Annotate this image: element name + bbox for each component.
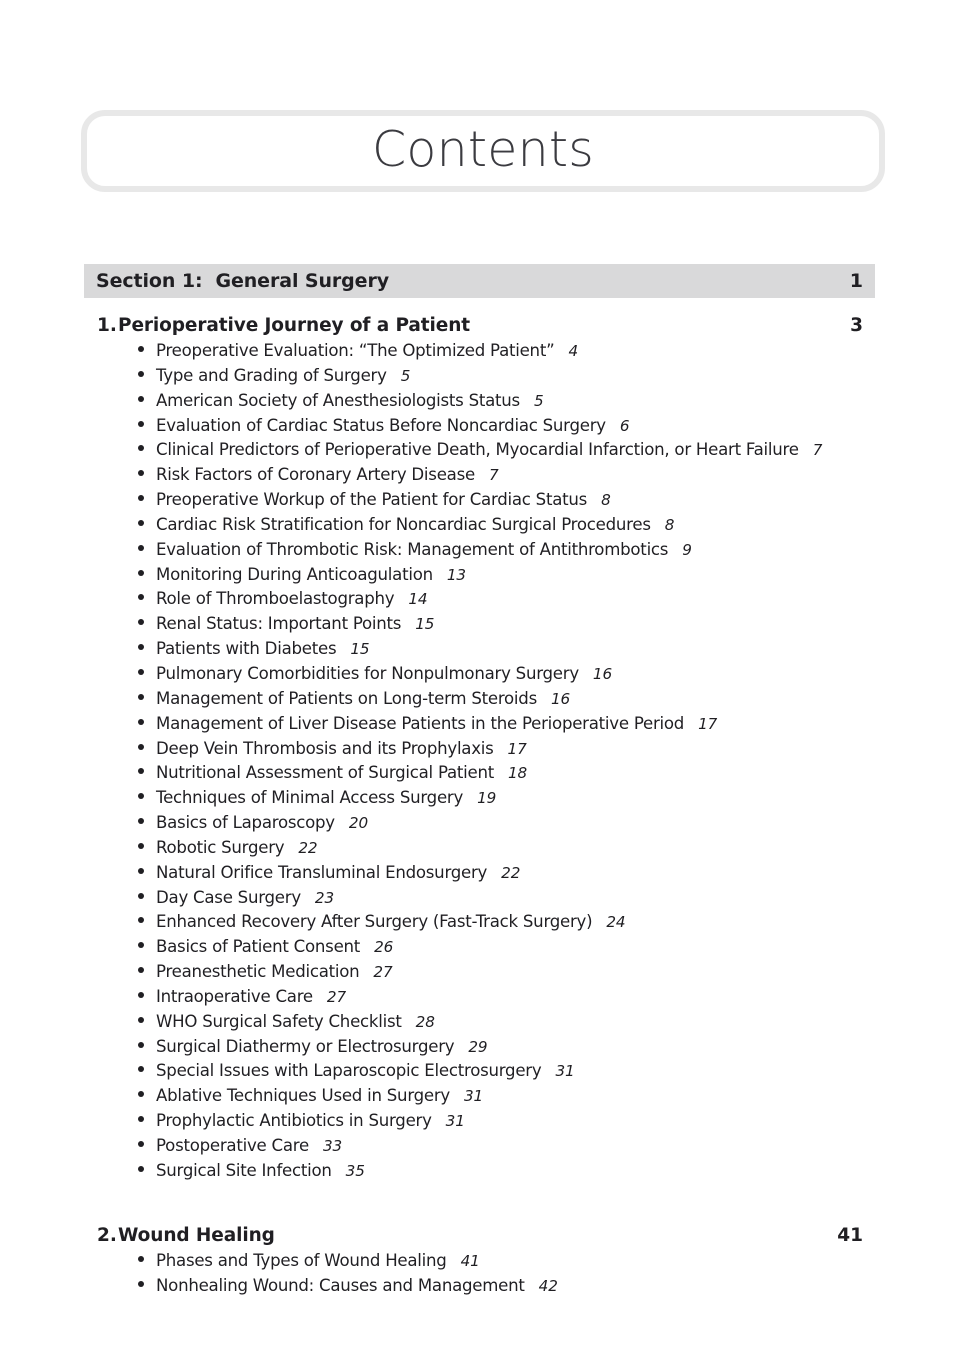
toc-entry-title: Deep Vein Thrombosis and its Prophylaxis	[156, 738, 494, 758]
toc-entry-title: Clinical Predictors of Perioperative Death, Myocardial Infarction, or Heart Failure	[156, 440, 799, 460]
toc-entry-page-number: 8	[664, 515, 675, 534]
bullet-icon	[138, 1042, 144, 1048]
toc-entry-page-number: 31	[445, 1112, 465, 1131]
bullet-icon	[138, 942, 144, 948]
toc-entry-title: Robotic Surgery	[156, 837, 285, 857]
toc-entry-page-number: 20	[348, 814, 369, 833]
section-header-bar	[84, 264, 875, 298]
toc-entry[interactable]	[84, 366, 875, 391]
toc-entry-title: Nutritional Assessment of Surgical Patient	[156, 763, 494, 783]
toc-entry[interactable]	[84, 341, 875, 366]
toc-entry[interactable]	[84, 565, 875, 590]
chapter-heading[interactable]	[84, 1208, 875, 1246]
toc-entry[interactable]	[84, 614, 875, 639]
toc-entry-title: Management of Patients on Long-term Steroids	[156, 688, 537, 708]
toc-entry[interactable]	[84, 987, 875, 1012]
bullet-icon	[138, 1166, 144, 1172]
bullet-icon	[138, 818, 144, 824]
toc-entry-title: Preanesthetic Medication	[156, 962, 360, 982]
toc-entry-page-number: 9	[682, 540, 692, 559]
toc-entry-page-number: 18	[507, 764, 528, 783]
chapter-entry-list	[84, 1246, 875, 1301]
toc-entry-title: Ablative Techniques Used in Surgery	[156, 1086, 450, 1106]
toc-entry-page-number: 35	[345, 1161, 365, 1180]
bullet-icon	[138, 371, 144, 377]
toc-entry-title: Intraoperative Care	[156, 986, 313, 1006]
toc-entry[interactable]	[84, 1061, 875, 1086]
bullet-icon	[138, 744, 144, 750]
bullet-icon	[138, 644, 144, 650]
bullet-icon	[138, 893, 144, 899]
toc-entry-title: Cardiac Risk Stratification for Noncardiac Surgical Procedures	[156, 514, 651, 534]
toc-entry[interactable]	[84, 416, 875, 441]
toc-entry-title: Techniques of Minimal Access Surgery	[156, 788, 464, 808]
toc-entry[interactable]	[84, 465, 875, 490]
bullet-icon	[138, 421, 144, 427]
section-header-label: Section 1: General Surgery	[96, 270, 390, 292]
bullet-icon	[138, 1017, 144, 1023]
toc-entry[interactable]	[84, 689, 875, 714]
toc-entry-title: Preoperative Workup of the Patient for Cardiac Status	[156, 490, 588, 510]
bullet-icon	[138, 694, 144, 700]
toc-entry[interactable]	[84, 391, 875, 416]
toc-entry[interactable]	[84, 1086, 875, 1111]
bullet-icon	[138, 619, 144, 625]
toc-entry-page-number: 13	[446, 565, 466, 584]
toc-entry-page-number: 16	[592, 664, 613, 683]
bullet-icon	[138, 868, 144, 874]
toc-entry-page-number: 29	[468, 1037, 488, 1056]
toc-entry-page-number: 8	[601, 491, 611, 510]
chapter-page-number: 41	[837, 1224, 863, 1246]
toc-entry-page-number: 17	[507, 739, 527, 758]
toc-entry[interactable]	[84, 639, 875, 664]
bullet-icon	[138, 992, 144, 998]
toc-entry-page-number: 6	[619, 416, 630, 435]
toc-entry-page-number: 26	[374, 938, 394, 957]
toc-entry[interactable]	[84, 515, 875, 540]
chapter-title: Wound Healing	[118, 1224, 275, 1246]
toc-entry-title: Surgical Diathermy or Electrosurgery	[156, 1036, 455, 1056]
toc-entry-title: Special Issues with Laparoscopic Electrosurgery	[156, 1061, 542, 1081]
chapter-block	[0, 1208, 967, 1301]
toc-entry[interactable]	[84, 962, 875, 987]
bullet-icon	[138, 793, 144, 799]
toc-entry-title: American Society of Anesthesiologists Status	[156, 390, 520, 410]
toc-entry[interactable]	[84, 490, 875, 515]
toc-entry-title: Enhanced Recovery After Surgery (Fast-Track Surgery)	[156, 912, 593, 932]
bullet-icon	[138, 719, 144, 725]
toc-entry-page-number: 17	[698, 714, 718, 733]
bullet-icon	[138, 1116, 144, 1122]
toc-entry[interactable]	[84, 912, 875, 937]
toc-entry-page-number: 14	[408, 590, 428, 609]
bullet-icon	[138, 768, 144, 774]
toc-entry-title: Prophylactic Antibiotics in Surgery	[156, 1111, 432, 1131]
chapter-heading[interactable]	[84, 298, 875, 336]
toc-entry-title: Evaluation of Thrombotic Risk: Management of Antithrombotics	[156, 539, 669, 559]
toc-entry[interactable]	[84, 1111, 875, 1136]
toc-entry-page-number: 5	[400, 366, 411, 385]
toc-entry-title: Risk Factors of Coronary Artery Disease	[156, 465, 475, 485]
toc-entry-title: Basics of Patient Consent	[156, 937, 361, 957]
bullet-icon	[138, 470, 144, 476]
toc-entry-title: Evaluation of Cardiac Status Before Noncardiac Surgery	[156, 415, 606, 435]
toc-entry[interactable]	[84, 788, 875, 813]
toc-entry[interactable]	[84, 1276, 875, 1301]
toc-entry-title: Role of Thromboelastography	[156, 589, 395, 609]
bullet-icon	[138, 445, 144, 451]
toc-entry-page-number: 31	[463, 1087, 484, 1106]
toc-entry-page-number: 41	[460, 1251, 480, 1270]
toc-entry[interactable]	[84, 739, 875, 764]
bullet-icon	[138, 1141, 144, 1147]
section-header-page-number: 1	[849, 270, 863, 292]
toc-entry-title: Phases and Types of Wound Healing	[156, 1250, 447, 1270]
toc-entry[interactable]	[84, 838, 875, 863]
chapter-number: 2.	[97, 1224, 117, 1246]
toc-entry-title: Natural Orifice Transluminal Endosurgery	[156, 862, 488, 882]
toc-entry-title: Type and Grading of Surgery	[156, 365, 387, 385]
toc-entry[interactable]	[84, 714, 875, 739]
chapter-number: 1.	[97, 315, 117, 336]
table-of-contents	[0, 264, 967, 1300]
toc-entry-page-number: 27	[373, 963, 393, 982]
toc-entry[interactable]	[84, 813, 875, 838]
bullet-icon	[138, 520, 144, 526]
toc-entry-title: Basics of Laparoscopy	[156, 813, 335, 833]
bullet-icon	[138, 967, 144, 973]
bullet-icon	[138, 669, 144, 675]
toc-entry-title: Renal Status: Important Points	[156, 614, 402, 634]
toc-entry-page-number: 24	[606, 913, 626, 932]
toc-entry-page-number: 15	[350, 640, 370, 659]
page-title: Contents	[371, 120, 594, 178]
bullet-icon	[138, 545, 144, 551]
toc-entry-title: WHO Surgical Safety Checklist	[156, 1011, 402, 1031]
toc-entry[interactable]	[84, 440, 875, 465]
toc-entry-page-number: 4	[568, 342, 579, 360]
bullet-icon	[138, 1066, 144, 1072]
bullet-icon	[138, 1281, 144, 1287]
toc-entry-title: Management of Liver Disease Patients in the Perioperative Period	[156, 713, 685, 733]
toc-entry[interactable]	[84, 1161, 875, 1186]
toc-entry-page-number: 31	[555, 1062, 575, 1081]
toc-entry[interactable]	[84, 1037, 875, 1062]
bullet-icon	[138, 843, 144, 849]
bullet-icon	[138, 594, 144, 600]
chapter-title: Perioperative Journey of a Patient	[118, 315, 471, 336]
toc-entry-page-number: 16	[550, 689, 571, 708]
toc-entry-title: Preoperative Evaluation: “The Optimized Patient”	[156, 341, 555, 360]
toc-entry-page-number: 33	[322, 1137, 343, 1155]
bullet-icon	[138, 917, 144, 923]
bullet-icon	[138, 1256, 144, 1262]
toc-entry-title: Monitoring During Anticoagulation	[156, 564, 433, 584]
toc-entry[interactable]	[84, 763, 875, 788]
toc-entry-page-number: 27	[326, 987, 347, 1006]
toc-entry-page-number: 7	[812, 441, 823, 460]
contents-header-box	[81, 110, 885, 192]
toc-entry-page-number: 22	[501, 863, 521, 882]
toc-entry-title: Day Case Surgery	[156, 887, 301, 907]
toc-entry-title: Nonhealing Wound: Causes and Management	[156, 1275, 525, 1295]
bullet-icon	[138, 1091, 144, 1097]
toc-entry-title: Surgical Site Infection	[156, 1160, 332, 1180]
bullet-icon	[138, 396, 144, 402]
chapter-page-number: 3	[850, 315, 863, 336]
toc-entry-title: Postoperative Care	[156, 1136, 309, 1155]
toc-entry-title: Pulmonary Comorbidities for Nonpulmonary Surgery	[156, 663, 579, 683]
toc-entry-page-number: 15	[415, 615, 435, 634]
toc-entry-page-number: 7	[488, 466, 499, 485]
bullet-icon	[138, 570, 144, 576]
toc-entry[interactable]	[84, 1012, 875, 1037]
toc-entry[interactable]	[84, 937, 875, 962]
toc-entry-page-number: 5	[533, 391, 544, 410]
toc-entry[interactable]	[84, 1136, 875, 1161]
toc-entry[interactable]	[84, 589, 875, 614]
chapter-block	[0, 298, 967, 1186]
toc-entry-title: Patients with Diabetes	[156, 639, 337, 659]
toc-entry-page-number: 22	[298, 838, 318, 857]
toc-entry[interactable]	[84, 540, 875, 565]
bullet-icon	[138, 346, 144, 352]
toc-entry-page-number: 42	[538, 1276, 558, 1295]
chapter-entry-list	[84, 336, 875, 1186]
toc-entry-page-number: 19	[477, 789, 497, 808]
toc-entry[interactable]	[84, 664, 875, 689]
toc-entry-page-number: 23	[314, 888, 335, 907]
bullet-icon	[138, 495, 144, 501]
toc-entry[interactable]	[84, 888, 875, 913]
toc-entry-page-number: 28	[415, 1012, 435, 1031]
toc-entry[interactable]	[84, 1251, 875, 1276]
toc-entry[interactable]	[84, 863, 875, 888]
